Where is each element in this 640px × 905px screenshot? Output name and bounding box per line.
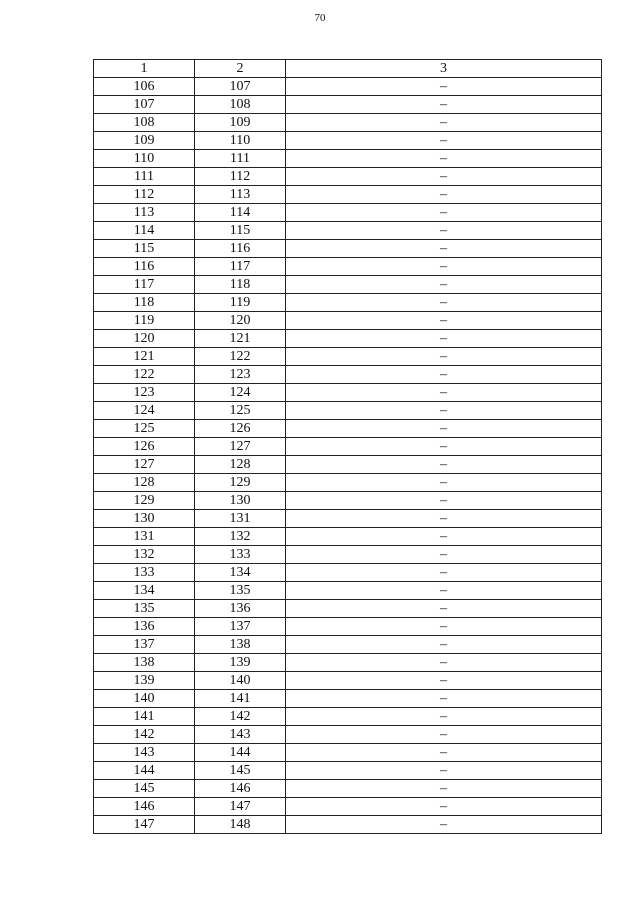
table-cell-col3: – — [286, 708, 602, 726]
table-cell-col1: 138 — [94, 654, 195, 672]
table-cell-col2: 121 — [195, 330, 286, 348]
table-row — [94, 258, 602, 276]
table-row — [94, 600, 602, 618]
table-cell-col3: – — [286, 240, 602, 258]
table-cell-col1: 109 — [94, 132, 195, 150]
table-row — [94, 366, 602, 384]
table-cell-col2: 113 — [195, 186, 286, 204]
table-row — [94, 96, 602, 114]
table-body — [94, 78, 602, 834]
table-cell-col2: 148 — [195, 816, 286, 834]
table-cell-col2: 108 — [195, 96, 286, 114]
table-cell-col1: 108 — [94, 114, 195, 132]
table-cell-col2: 125 — [195, 402, 286, 420]
table-cell-col3: – — [286, 168, 602, 186]
table-cell-col2: 133 — [195, 546, 286, 564]
table-cell-col3: – — [286, 366, 602, 384]
table-row — [94, 618, 602, 636]
table-cell-col3: – — [286, 762, 602, 780]
table-cell-col1: 135 — [94, 600, 195, 618]
table-cell-col1: 132 — [94, 546, 195, 564]
table-cell-col2: 110 — [195, 132, 286, 150]
table-cell-col3: – — [286, 132, 602, 150]
table-cell-col1: 115 — [94, 240, 195, 258]
table-cell-col3: – — [286, 816, 602, 834]
table-cell-col3: – — [286, 636, 602, 654]
table-cell-col1: 137 — [94, 636, 195, 654]
table-cell-col1: 140 — [94, 690, 195, 708]
table-row — [94, 636, 602, 654]
table-cell-col3: – — [286, 222, 602, 240]
table-cell-col2: 135 — [195, 582, 286, 600]
table-cell-col2: 119 — [195, 294, 286, 312]
table-row — [94, 708, 602, 726]
table-cell-col1: 146 — [94, 798, 195, 816]
table-row — [94, 510, 602, 528]
table-cell-col1: 122 — [94, 366, 195, 384]
table-row — [94, 546, 602, 564]
table-cell-col2: 144 — [195, 744, 286, 762]
table-row — [94, 456, 602, 474]
table-cell-col1: 125 — [94, 420, 195, 438]
table-row — [94, 222, 602, 240]
table-cell-col2: 130 — [195, 492, 286, 510]
table-cell-col1: 110 — [94, 150, 195, 168]
table-cell-col3: – — [286, 546, 602, 564]
table-cell-col3: – — [286, 276, 602, 294]
table-cell-col2: 122 — [195, 348, 286, 366]
table-row — [94, 528, 602, 546]
table-row — [94, 798, 602, 816]
table-cell-col2: 143 — [195, 726, 286, 744]
table-cell-col1: 124 — [94, 402, 195, 420]
table-row — [94, 150, 602, 168]
table-row — [94, 114, 602, 132]
table-row — [94, 744, 602, 762]
table-row — [94, 204, 602, 222]
table-row — [94, 420, 602, 438]
table-cell-col3: – — [286, 294, 602, 312]
table-cell-col3: – — [286, 744, 602, 762]
table-row — [94, 690, 602, 708]
table-cell-col2: 109 — [195, 114, 286, 132]
table-row — [94, 384, 602, 402]
table-row — [94, 474, 602, 492]
table-cell-col3: – — [286, 312, 602, 330]
table-cell-col1: 130 — [94, 510, 195, 528]
table-cell-col2: 142 — [195, 708, 286, 726]
table-row — [94, 762, 602, 780]
table-cell-col3: – — [286, 150, 602, 168]
table-cell-col1: 133 — [94, 564, 195, 582]
table-cell-col1: 127 — [94, 456, 195, 474]
page-number: 70 — [314, 12, 326, 24]
table-cell-col2: 123 — [195, 366, 286, 384]
table-row — [94, 276, 602, 294]
table-cell-col2: 128 — [195, 456, 286, 474]
table-row — [94, 726, 602, 744]
table-header-row — [94, 60, 602, 78]
table-row — [94, 168, 602, 186]
table-cell-col1: 113 — [94, 204, 195, 222]
table-cell-col2: 132 — [195, 528, 286, 546]
table-cell-col1: 126 — [94, 438, 195, 456]
table-cell-col1: 114 — [94, 222, 195, 240]
table-cell-col1: 141 — [94, 708, 195, 726]
table-cell-col3: – — [286, 384, 602, 402]
table-cell-col1: 106 — [94, 78, 195, 96]
table-row — [94, 564, 602, 582]
data-table — [93, 59, 602, 834]
table-cell-col3: – — [286, 114, 602, 132]
table-cell-col1: 128 — [94, 474, 195, 492]
table-cell-col2: 139 — [195, 654, 286, 672]
table-cell-col2: 138 — [195, 636, 286, 654]
table-row — [94, 132, 602, 150]
table-row — [94, 294, 602, 312]
table-row — [94, 402, 602, 420]
table-row — [94, 330, 602, 348]
table-cell-col2: 114 — [195, 204, 286, 222]
table-cell-col3: – — [286, 726, 602, 744]
column-header-2: 2 — [195, 60, 286, 78]
table-cell-col3: – — [286, 330, 602, 348]
table-cell-col2: 127 — [195, 438, 286, 456]
column-header-1: 1 — [94, 60, 195, 78]
table-cell-col3: – — [286, 474, 602, 492]
table-cell-col2: 126 — [195, 420, 286, 438]
table-row — [94, 582, 602, 600]
table-row — [94, 492, 602, 510]
table-cell-col1: 131 — [94, 528, 195, 546]
table-row — [94, 816, 602, 834]
table-cell-col3: – — [286, 492, 602, 510]
table-cell-col1: 129 — [94, 492, 195, 510]
table-cell-col2: 107 — [195, 78, 286, 96]
table-cell-col3: – — [286, 528, 602, 546]
table-cell-col3: – — [286, 672, 602, 690]
table-cell-col3: – — [286, 690, 602, 708]
table-cell-col3: – — [286, 618, 602, 636]
table-cell-col2: 131 — [195, 510, 286, 528]
table-cell-col2: 140 — [195, 672, 286, 690]
table-cell-col3: – — [286, 582, 602, 600]
table-cell-col1: 119 — [94, 312, 195, 330]
table-cell-col1: 136 — [94, 618, 195, 636]
table-cell-col2: 117 — [195, 258, 286, 276]
table-cell-col1: 117 — [94, 276, 195, 294]
table-cell-col2: 129 — [195, 474, 286, 492]
table-cell-col3: – — [286, 402, 602, 420]
table-row — [94, 240, 602, 258]
table-cell-col2: 146 — [195, 780, 286, 798]
table-cell-col1: 111 — [94, 168, 195, 186]
table-cell-col2: 137 — [195, 618, 286, 636]
table-cell-col1: 121 — [94, 348, 195, 366]
table-cell-col1: 139 — [94, 672, 195, 690]
table-cell-col2: 112 — [195, 168, 286, 186]
table-cell-col3: – — [286, 438, 602, 456]
table-cell-col3: – — [286, 186, 602, 204]
table-row — [94, 654, 602, 672]
table-cell-col1: 142 — [94, 726, 195, 744]
table-cell-col3: – — [286, 456, 602, 474]
table-row — [94, 348, 602, 366]
table-cell-col2: 118 — [195, 276, 286, 294]
table-cell-col2: 116 — [195, 240, 286, 258]
table-row — [94, 438, 602, 456]
table-cell-col3: – — [286, 78, 602, 96]
table-cell-col2: 134 — [195, 564, 286, 582]
table-cell-col1: 123 — [94, 384, 195, 402]
table-cell-col3: – — [286, 510, 602, 528]
table-cell-col3: – — [286, 96, 602, 114]
table-cell-col1: 118 — [94, 294, 195, 312]
column-header-3: 3 — [286, 60, 602, 78]
table-cell-col2: 115 — [195, 222, 286, 240]
table-row — [94, 312, 602, 330]
table-cell-col1: 145 — [94, 780, 195, 798]
table-cell-col1: 107 — [94, 96, 195, 114]
table-cell-col1: 112 — [94, 186, 195, 204]
table-cell-col2: 120 — [195, 312, 286, 330]
table-row — [94, 78, 602, 96]
table-row — [94, 186, 602, 204]
table-cell-col2: 136 — [195, 600, 286, 618]
table-cell-col2: 124 — [195, 384, 286, 402]
table-row — [94, 672, 602, 690]
table-cell-col3: – — [286, 420, 602, 438]
table-cell-col3: – — [286, 204, 602, 222]
table-cell-col1: 120 — [94, 330, 195, 348]
table-cell-col3: – — [286, 258, 602, 276]
table-cell-col2: 111 — [195, 150, 286, 168]
table-cell-col2: 145 — [195, 762, 286, 780]
table-cell-col1: 144 — [94, 762, 195, 780]
table-cell-col2: 141 — [195, 690, 286, 708]
table-cell-col3: – — [286, 348, 602, 366]
table-cell-col1: 143 — [94, 744, 195, 762]
table-row — [94, 780, 602, 798]
table-cell-col1: 116 — [94, 258, 195, 276]
table-cell-col3: – — [286, 654, 602, 672]
table-cell-col2: 147 — [195, 798, 286, 816]
table-cell-col1: 134 — [94, 582, 195, 600]
table-cell-col3: – — [286, 780, 602, 798]
table-cell-col3: – — [286, 798, 602, 816]
table-cell-col3: – — [286, 600, 602, 618]
table-cell-col1: 147 — [94, 816, 195, 834]
table-cell-col3: – — [286, 564, 602, 582]
